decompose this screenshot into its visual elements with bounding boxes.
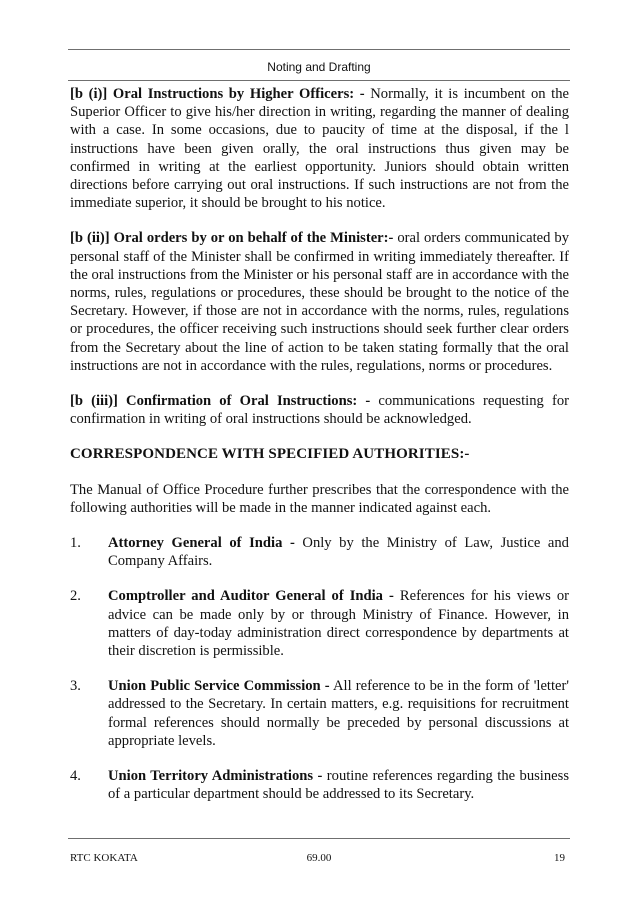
section-oral-orders-minister bbox=[70, 229, 569, 375]
section-label: [b (i)] Oral Instructions by Higher Officers: - bbox=[70, 86, 365, 102]
list-item-text: routine references regarding the business of a particular department should be addressed to its Secretary. bbox=[108, 768, 569, 803]
list-item-body bbox=[108, 767, 569, 803]
page-number: 19 bbox=[554, 852, 565, 864]
correspondence-heading: CORRESPONDENCE WITH SPECIFIED AUTHORITIES:- bbox=[70, 446, 470, 463]
list-item-text: References for his views or advice can be made only by or through Ministry of Finance. However, in matters of day-today administration direct correspondence by departments at their discretion is permissible. bbox=[108, 588, 570, 660]
section-oral-instructions-higher-officers bbox=[70, 85, 569, 212]
list-item-label: Union Territory Administrations - bbox=[108, 768, 323, 785]
list-item-body bbox=[108, 587, 569, 660]
page-body bbox=[70, 85, 569, 821]
section-label: [b (iii)] Confirmation of Oral Instructions: - bbox=[70, 393, 371, 410]
list-item-number: 2. bbox=[70, 588, 81, 605]
list-item-body bbox=[108, 677, 569, 750]
correspondence-intro: The Manual of Office Procedure further prescribes that the correspondence with the following authorities will be made in the manner indicated against each. bbox=[70, 481, 569, 516]
list-item-label: Comptroller and Auditor General of India - bbox=[108, 588, 394, 605]
list-item-upsc bbox=[70, 677, 569, 750]
section-label: [b (ii)] Oral orders by or on behalf of the Minister:- bbox=[70, 230, 394, 247]
list-item-number: 3. bbox=[70, 678, 81, 695]
list-item-text: All reference to be in the form of 'letter' addressed to the Secretary. In certain matters, e.g. requisitions for recruitment formal references should normally be preceded by personal discussions at appropriate levels. bbox=[108, 678, 570, 749]
list-item-number: 1. bbox=[70, 535, 81, 552]
section-text: Normally, it is incumbent on the Superior Officer to give his/her direction in writing, regarding the manner of dealing with a case. In some occasions, due to paucity of time at the disposal, if the l instructions have been given orally, the oral instructions thus given may be confirmed in writing at the earliest opportunity. Juniors should obtain written directions before carrying out oral instructions. If such instructions are not from the immediate superior, it should be brought to his notice. bbox=[70, 86, 570, 212]
running-header-title: Noting and Drafting bbox=[267, 60, 371, 74]
footer-rule bbox=[68, 838, 570, 839]
list-item-body bbox=[108, 534, 569, 570]
list-item-label: Attorney General of India - bbox=[108, 535, 295, 552]
list-item-label: Union Public Service Commission - bbox=[108, 678, 330, 695]
footer-organization: RTC KOKATA bbox=[70, 852, 138, 864]
footer-code: 69.00 bbox=[306, 852, 332, 864]
list-item-number: 4. bbox=[70, 768, 81, 785]
list-item-comptroller-auditor-general bbox=[70, 587, 569, 660]
section-text: oral orders communicated by personal staff of the Minister shall be confirmed in writing immediately thereafter. If the oral instructions from the Minister or his personal staff are in accordance with the norms, rules, regulations or procedures, these should be brought to the notice of the Secretary. However, if those are not in accordance with the norms, rules, regulations or procedures, the officer receiving such instructions should seek further clear orders from the Secretary about the line of action to be taken stating formally that the oral instructions are not in accordance with the rules, regulations, norms or procedures. bbox=[70, 230, 570, 374]
section-confirmation-oral-instructions bbox=[70, 392, 569, 428]
section-text: communications requesting for confirmation in writing of oral instructions should be acknowledged. bbox=[70, 393, 569, 428]
list-item-text: Only by the Ministry of Law, Justice and Company Affairs. bbox=[108, 535, 569, 570]
list-item-attorney-general bbox=[70, 534, 569, 570]
list-item-union-territory bbox=[70, 767, 569, 803]
header-bottom-rule bbox=[68, 80, 570, 81]
header-top-rule bbox=[68, 49, 570, 50]
